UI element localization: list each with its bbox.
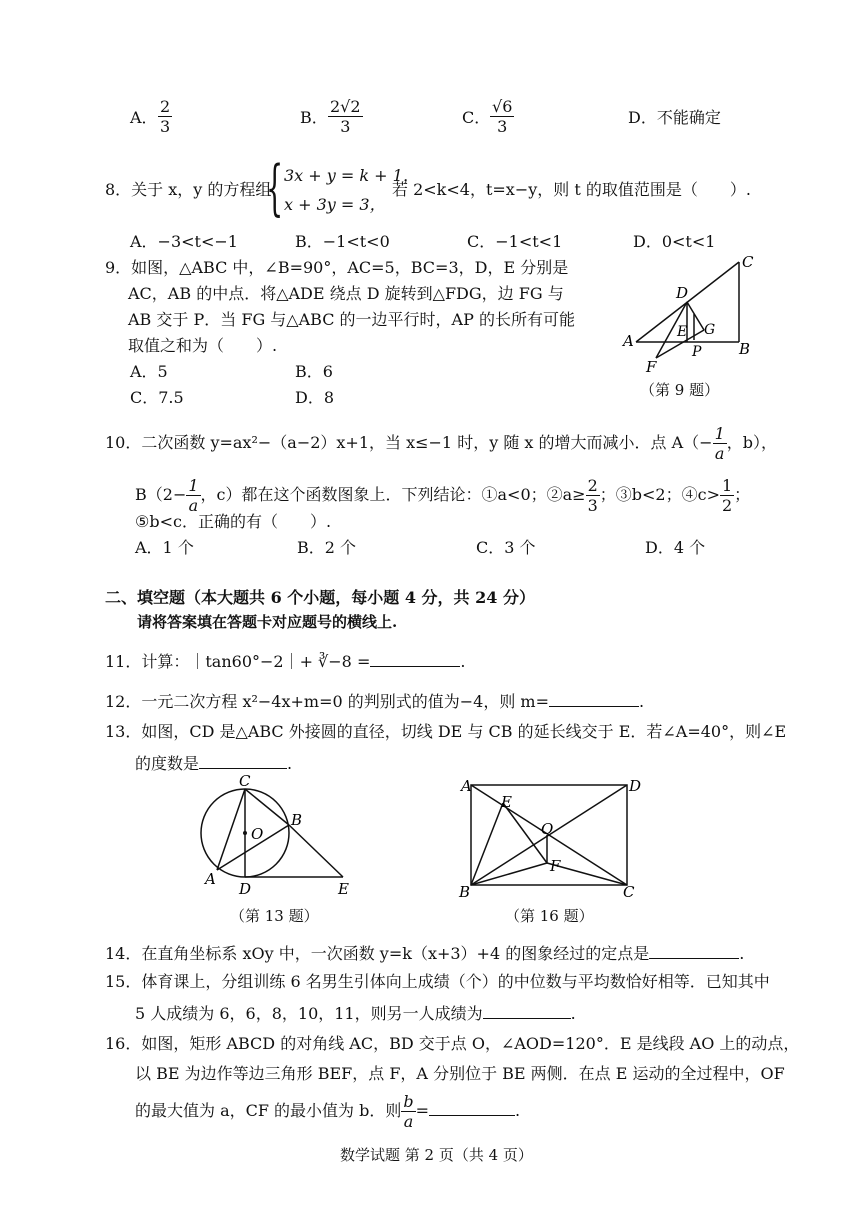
q7-option-d: D．不能确定	[628, 108, 721, 127]
q7-option-b-label: B．	[300, 108, 328, 127]
q13-label-a: A	[205, 870, 216, 888]
q13-caption: （第 13 题）	[230, 907, 319, 925]
q13-label-d: D	[239, 880, 252, 898]
q16-line-2: 以 BE 为边作等边三角形 BEF，点 F，A 分别位于 BE 两侧．在点 E 运动的全过程中，OF	[135, 1064, 785, 1083]
q13-label-o: O	[251, 825, 264, 843]
q16-line-1: 16．如图，矩形 ABCD 的对角线 AC，BD 交于点 O，∠AOD=120°．E 是线段 AO 上的动点，	[105, 1034, 800, 1053]
q9-label-c: C	[742, 253, 754, 271]
q16-label-o: O	[541, 820, 554, 838]
q8-option-c: C．−1<t<1	[467, 232, 563, 251]
q14-text: 14．在直角坐标系 xOy 中，一次函数 y=k（x+3）+4 的图象经过的定点是 .	[105, 944, 745, 963]
q15-line-2: 5 人成绩为 6，6，8，10，11，则另一人成绩为 .	[135, 1004, 576, 1023]
q10-line-3: ⑤b<c．正确的有（ ）.	[135, 512, 332, 531]
q9-option-a: A．5	[130, 362, 168, 381]
q9-line-1: 9．如图，△ABC 中，∠B=90°，AC=5，BC=3，D，E 分别是	[105, 258, 569, 277]
q7-option-b-fraction: $\frac{2√2}{3}$	[330, 97, 361, 136]
q8-equation-1: 3x + y = k + 1，	[284, 166, 419, 185]
q8-option-d: D．0<t<1	[633, 232, 716, 251]
section-2-title: 二、填空题（本大题共 6 个小题，每小题 4 分，共 24 分）	[105, 588, 535, 607]
q8-stem-condition: 若 2<k<4，t=x−y，则 t 的取值范围是（ ）.	[392, 180, 751, 199]
q9-label-d: D	[676, 284, 689, 302]
q16-label-a: A	[461, 777, 472, 795]
q16-caption: （第 16 题）	[505, 907, 594, 925]
q10-option-d: D．4 个	[645, 538, 706, 557]
q16-label-e: E	[501, 793, 512, 811]
q16-label-b: B	[459, 883, 471, 900]
q16-label-d: D	[629, 777, 642, 795]
section-2-note: 请将答案填在答题卡对应题号的横线上.	[137, 613, 398, 631]
q9-line-2: AC，AB 的中点．将△ADE 绕点 D 旋转到△FDG，边 FG 与	[128, 284, 564, 303]
q9-label-p: P	[692, 344, 702, 360]
q9-option-d: D．8	[295, 388, 335, 407]
q9-label-b: B	[739, 340, 751, 358]
q15-line-1: 15．体育课上，分组训练 6 名男生引体向上成绩（个）的中位数与平均数恰好相等．已知其中	[105, 972, 770, 991]
q10-option-c: C．3 个	[476, 538, 536, 557]
page-footer: 数学试题 第 2 页（共 4 页）	[340, 1146, 533, 1164]
q13-label-e: E	[338, 880, 349, 898]
q8-brace: {	[266, 153, 284, 223]
q8-option-a: A．−3<t<−1	[130, 232, 238, 251]
q9-option-b: B．6	[295, 362, 333, 381]
q9-line-4: 取值之和为（ ）.	[128, 336, 278, 355]
q10-line-1: 10．二次函数 y=ax²−（a−2）x+1，当 x≤−1 时，y 随 x 的增大而减小．点 A（− $\frac{1}{a}$ ，b），	[105, 424, 778, 463]
q8-stem: 8．关于 x，y 的方程组	[105, 180, 272, 199]
q12-text: 12．一元二次方程 x²−4x+m=0 的判别式的值为−4，则 m= .	[105, 692, 645, 711]
q7-option-c-label: C．	[462, 108, 491, 127]
q9-label-f: F	[646, 358, 657, 376]
q9-label-a: A	[623, 332, 634, 350]
q8-option-b: B．−1<t<0	[295, 232, 390, 251]
q13-label-b: B	[291, 811, 303, 829]
q9-label-g: G	[704, 322, 716, 338]
q9-figure	[618, 252, 768, 387]
q9-option-c: C．7.5	[130, 388, 184, 407]
q13-figure	[195, 775, 365, 905]
q7-option-a-fraction: $\frac{2}{3}$	[160, 97, 171, 136]
q13-line-2: 的度数是 .	[135, 754, 293, 773]
q16-label-c: C	[623, 883, 635, 900]
q16-line-3: 的最大值为 a，CF 的最小值为 b．则 $\frac{b}{a}$ = .	[135, 1092, 521, 1131]
q7-option-c-fraction: $\frac{√6}{3}$	[492, 97, 513, 136]
q13-label-c: C	[239, 775, 251, 790]
q9-line-3: AB 交于 P．当 FG 与△ABC 的一边平行时，AP 的长所有可能	[128, 310, 575, 329]
q13-line-1: 13．如图，CD 是△ABC 外接圆的直径，切线 DE 与 CB 的延长线交于 E．若∠A=40°，则∠E	[105, 722, 787, 741]
q10-option-b: B．2 个	[297, 538, 357, 557]
q10-option-a: A．1 个	[135, 538, 194, 557]
q7-option-a-label: A．	[130, 108, 158, 127]
q11-text: 11．计算：｜tan60°−2｜+ ∛−8 = .	[105, 652, 466, 671]
q9-caption: （第 9 题）	[640, 381, 720, 399]
q9-label-e: E	[677, 324, 688, 340]
q16-label-f: F	[550, 857, 561, 875]
q16-figure	[455, 775, 645, 900]
q8-equation-2: x + 3y = 3，	[284, 195, 386, 214]
q10-line-2: B（2− $\frac{1}{a}$ ，c）都在这个函数图象上．下列结论：①a<0；②a≥ $\frac{2}{3}$ ；③b<2；④c> $\frac{1}{2}$ ；	[135, 476, 751, 515]
